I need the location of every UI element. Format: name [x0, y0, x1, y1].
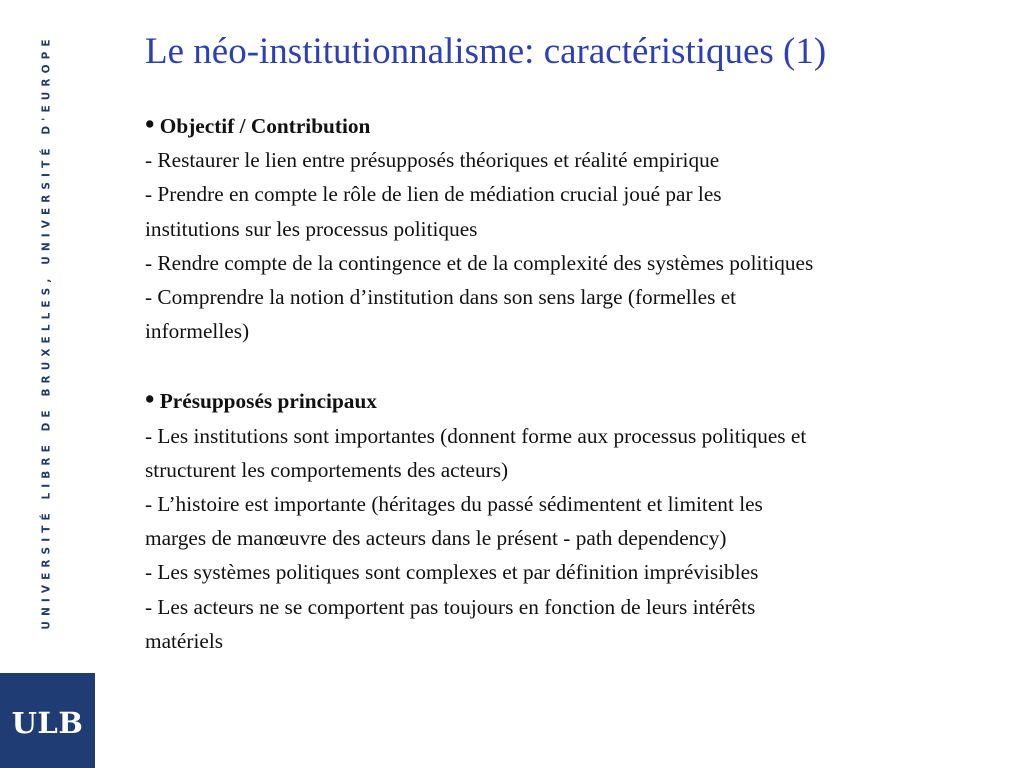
section-spacer	[145, 348, 1017, 382]
text-line: matériels	[145, 628, 224, 653]
section-objectif	[145, 107, 1017, 348]
section-presupposes	[145, 382, 1017, 658]
bullet-icon: •	[145, 384, 155, 415]
text-line: - Comprendre la notion d’institution dans son sens large (formelles et	[145, 285, 737, 310]
section-heading	[145, 107, 1017, 143]
section-heading-text: Objectif / Contribution	[159, 114, 371, 138]
text-line: - L’histoire est importante (héritages du passé sédimentent et limitent les	[145, 492, 763, 517]
section-heading-text: Présupposés principaux	[159, 389, 377, 414]
university-name-vertical	[39, 2, 55, 662]
text-line: institutions sur les processus politiques	[145, 216, 478, 241]
university-sidebar	[0, 0, 95, 672]
text-line: - Les systèmes politiques sont complexes et par définition imprévisibles	[145, 560, 759, 585]
ulb-logo	[0, 673, 95, 768]
slide-content	[145, 107, 1017, 658]
text-line: structurent les comportements des acteurs)	[145, 457, 509, 482]
university-name-text: UNIVERSITÉ LIBRE DE BRUXELLES, UNIVERSITÉ D'EUROPE	[41, 34, 53, 630]
text-line: - Les institutions sont importantes (donnent forme aux processus politiques et	[145, 423, 807, 448]
text-line: marges de manœuvre des acteurs dans le présent - path dependency)	[145, 526, 727, 551]
ulb-logo-text: ULB	[11, 705, 84, 740]
text-line: informelles)	[145, 319, 250, 344]
text-line: - Restaurer le lien entre présupposés théoriques et réalité empirique	[145, 148, 720, 173]
text-line: - Rendre compte de la contingence et de la complexité des systèmes politiques	[145, 250, 814, 275]
text-line: - Les acteurs ne se comportent pas toujours en fonction de leurs intérêts	[145, 594, 756, 619]
slide-title: Le néo-institutionnalisme: caractéristiques (1)	[145, 31, 827, 72]
bullet-icon: •	[145, 109, 155, 139]
section-heading	[145, 382, 1017, 418]
text-line: - Prendre en compte le rôle de lien de médiation crucial joué par les	[145, 182, 722, 207]
